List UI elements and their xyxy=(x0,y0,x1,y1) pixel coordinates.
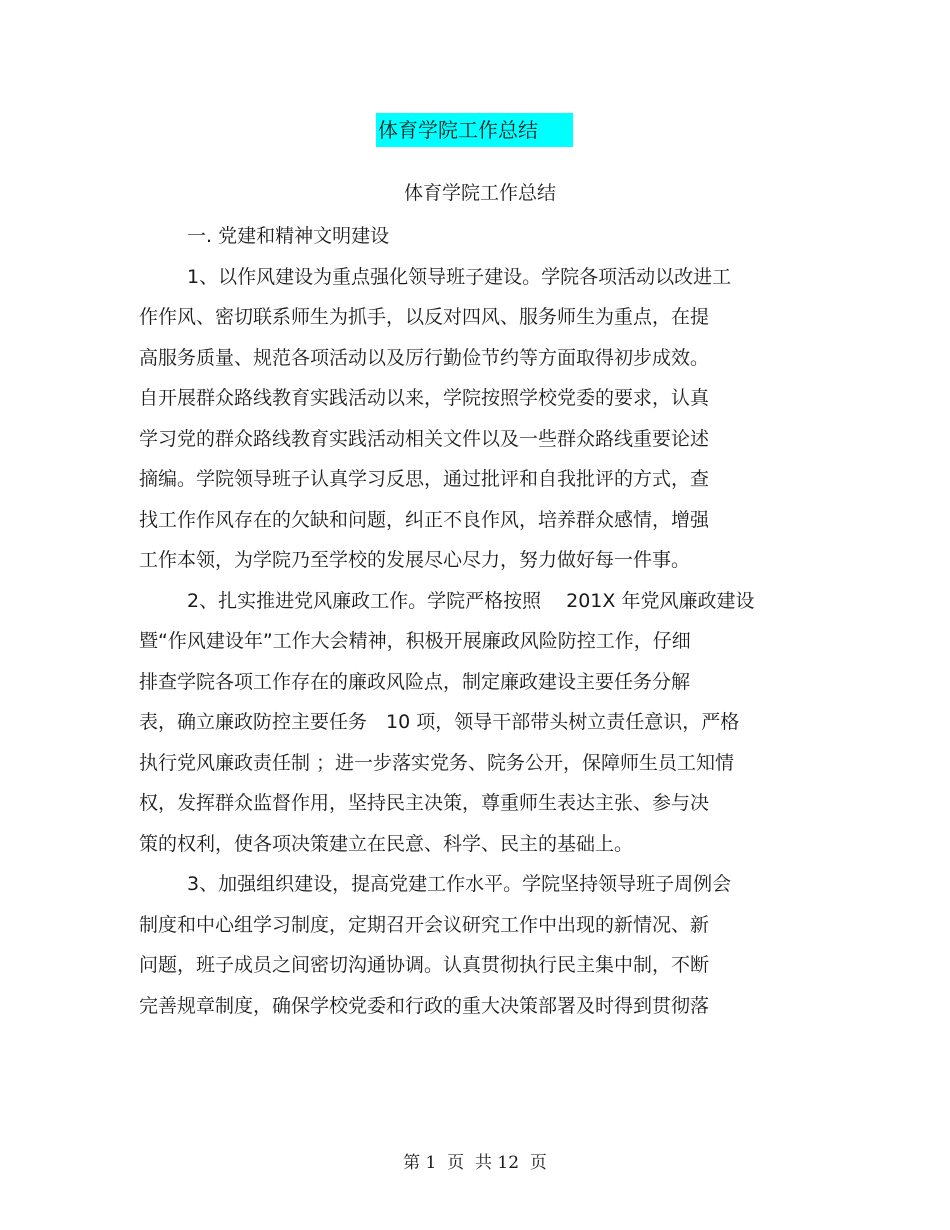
paragraph-line: 排查学院各项工作存在的廉政风险点，制定廉政建设主要任务分解 xyxy=(139,670,691,693)
document-title: 体育学院工作总结 xyxy=(376,113,573,147)
document-subtitle: 体育学院工作总结 xyxy=(403,182,556,204)
paragraph-line: 完善规章制度，确保学校党委和行政的重大决策部署及时得到贯彻落 xyxy=(139,994,710,1017)
paragraph-line: 策的权利，使各项决策建立在民意、科学、民主的基础上。 xyxy=(139,832,634,855)
paragraph-line: 问题，班子成员之间密切沟通协调。认真贯彻执行民主集中制，不断 xyxy=(139,954,710,976)
paragraph-line: 摘编。学院领导班子认真学习反思，通过批评和自我批评的方式，查 xyxy=(139,468,710,490)
paragraph-line: 暨“作风建设年”工作大会精神，积极开展廉政风险防控工作，仔细 xyxy=(139,630,691,652)
paragraph-line: 3、加强组织建设，提高党建工作水平。学院坚持领导班子周例会 xyxy=(187,873,732,895)
paragraph-line: 制度和中心组学习制度，定期召开会议研究工作中出现的新情况、新 xyxy=(139,913,710,936)
paragraph-line: 2、扎实推进党风廉政工作。学院严格按照 201X 年党风廉政建设 xyxy=(187,589,755,612)
paragraph-line: 学习党的群众路线教育实践活动相关文件以及一些群众路线重要论述 xyxy=(139,427,710,450)
paragraph-line: 自开展群众路线教育实践活动以来，学院按照学校党委的要求，认真 xyxy=(139,387,710,409)
paragraph-line: 执行党风廉政责任制 ；进一步落实党务、院务公开，保障师生员工知情 xyxy=(139,751,735,774)
paragraph-line: 找工作作风存在的欠缺和问题，纠正不良作风，培养群众感情，增强 xyxy=(139,508,710,531)
paragraph-line: 工作本领，为学院乃至学校的发展尽心尽力，努力做好每一件事。 xyxy=(139,549,691,571)
paragraph-line: 表，确立廉政防控主要任务 10 项，领导干部带头树立责任意识，严格 xyxy=(139,711,740,733)
paragraph-line: 高服务质量、规范各项活动以及厉行勤俭节约等方面取得初步成效。 xyxy=(139,346,710,369)
paragraph-line: 1、以作风建设为重点强化领导班子建设。学院各项活动以改进工 xyxy=(187,265,732,288)
page-number-footer: 第 1 页 共 12 页 xyxy=(403,1153,547,1173)
paragraph-line: 一. 党建和精神文明建设 xyxy=(187,225,390,247)
paragraph-line: 权，发挥群众监督作用，坚持民主决策，尊重师生表达主张、参与决 xyxy=(139,792,710,814)
paragraph-line: 作作风、密切联系师生为抓手，以反对四风、服务师生为重点，在提 xyxy=(139,306,710,328)
